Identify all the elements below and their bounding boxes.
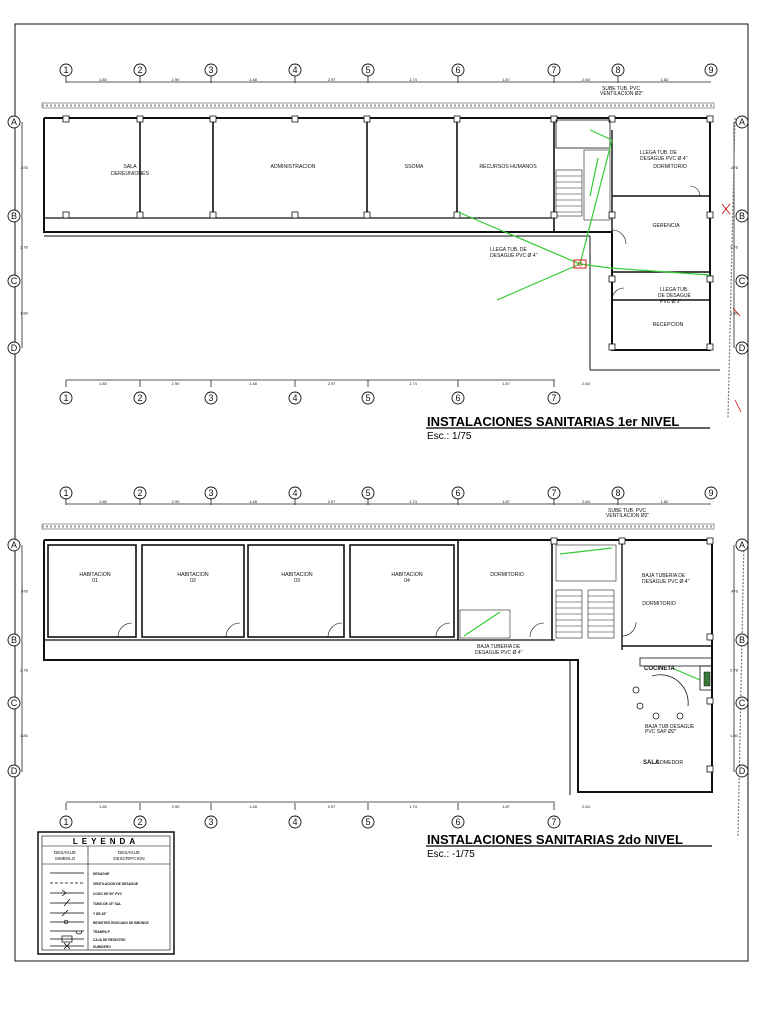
room-label-sala: SALA (643, 760, 660, 766)
note-sube-1: SUBE TUB. PVC (608, 508, 646, 514)
room-label-cocineta: COCINETA (644, 666, 675, 672)
plan1-bottom-grid-label: 3 (208, 393, 214, 403)
plan1-top-grid-label: 1 (63, 65, 69, 75)
plan1-top-grid-label: 3 (208, 65, 214, 75)
plan2-row-dimension: .476 (730, 588, 738, 594)
plan1-top-grid-label: 8 (615, 65, 621, 75)
note-baja-2a: BAJA TUBERIA DE (642, 573, 686, 579)
plan2-top-grid-label: 1 (63, 488, 69, 498)
plan2-top-grid-label: 3 (208, 488, 214, 498)
plan1-row-label: B (738, 211, 746, 221)
note-sube-2: VENTILACION Ø2" (606, 513, 650, 519)
plan-first-floor (22, 82, 741, 418)
plan1-row-label: A (10, 117, 18, 127)
room-label-habitacion-1: HABITACION (79, 572, 111, 578)
legend-col1-a: DESAGUE (53, 850, 77, 855)
legend-row-description: TRAMPA P (93, 930, 110, 934)
plan2-row-label: D (738, 766, 746, 776)
plan2-row-dimension: 1.80 (20, 733, 28, 738)
plan1-top-dimension: 2.97 (327, 77, 336, 82)
plan1-top-dimension: 1.87 (502, 77, 510, 82)
plan2-bottom-dimension: 2.64 (582, 804, 590, 809)
room-label-administracion: ADMINISTRACION (270, 164, 316, 170)
plan2-row-label: A (10, 540, 18, 550)
note-baja-1a: BAJA TUBERIA DE (477, 644, 521, 650)
plan2-top-dimension: 1.48 (249, 499, 257, 504)
room-label-sala: SALA (123, 164, 137, 170)
plan1-title: INSTALACIONES SANITARIAS 1er NIVEL (427, 414, 680, 429)
plan1-row-label: C (10, 276, 18, 286)
plan2-bottom-grid-label: 3 (208, 817, 214, 827)
plan2-top-dimension: 1.82 (660, 499, 669, 504)
room-label-habitacion-2: HABITACION (177, 572, 209, 578)
room-label-ssoma: SSOMA (404, 164, 424, 170)
plan2-top-dimension: 1.74 (409, 499, 417, 504)
room-label-habitacion-1-num: 01 (92, 578, 98, 584)
plan1-top-dimension: 1.80 (99, 77, 107, 82)
plan2-bottom-dimension: 2.97 (327, 804, 336, 809)
plan2-row-dimension: .476 (20, 588, 28, 594)
room-label-comedor: COMEDOR (656, 760, 684, 766)
plan1-bottom-dimension: 2.64 (582, 381, 590, 386)
note-sube-1: SUBE TUB. PVC (602, 86, 640, 92)
legend-col1-b: SIMBOLO (54, 856, 76, 861)
plan1-bottom-dimension: 1.80 (99, 381, 107, 386)
legend-row-description: CAJA DE REGISTRO (93, 938, 126, 942)
plan1-bottom-dimension: 1.87 (502, 381, 510, 386)
plan2-bottom-grid-label: 7 (551, 817, 557, 827)
plan2-top-grid-label: 8 (615, 488, 621, 498)
note-llega-3c: PVC Ø 2" (660, 299, 682, 305)
legend-row-description: DESAGUE (93, 872, 110, 876)
plan2-row-label: B (10, 635, 18, 645)
plan2-bottom-dimension: 2.90 (171, 804, 180, 809)
room-label-habitacion-3-num: 03 (294, 578, 300, 584)
plan1-bottom-grid-label: 1 (63, 393, 69, 403)
room-label-dormitorio: DORMITORIO (653, 164, 687, 170)
plan2-top-dimension: 1.87 (502, 499, 510, 504)
plan2-bottom-dimension: 1.74 (409, 804, 417, 809)
plan1-row-label: C (738, 276, 746, 286)
plan2-top-grid-label: 9 (708, 488, 714, 498)
note-llega-1a: LLEGA TUB. DE (640, 150, 677, 156)
plan2-bottom-grid-label: 4 (292, 817, 298, 827)
plan1-bottom-grid-label: 5 (365, 393, 371, 403)
plan1-top-grid-label: 5 (365, 65, 371, 75)
plan2-row-label: A (738, 540, 746, 550)
note-baja-1b: DESAGUE PVC Ø 4" (475, 650, 523, 656)
plan1-bottom-grid-label: 6 (455, 393, 461, 403)
legend-title: LEYENDA (72, 837, 140, 846)
plan1-top-grid-label: 6 (455, 65, 461, 75)
legend-row-description: SUMIDERO (93, 945, 111, 949)
legend-row-description: CODO DE 90° PVC (93, 892, 122, 896)
legend-col2-a: DESAGUE (117, 850, 141, 855)
note-llega-2b: DESAGUE PVC Ø 4" (490, 253, 538, 259)
legend-col2-b: DESCRIPCION (113, 856, 145, 861)
plan2-top-grid-label: 4 (292, 488, 298, 498)
plan2-bottom-dimension: 1.80 (99, 804, 107, 809)
plan1-top-dimension: 2.90 (171, 77, 180, 82)
room-label-recepcion: RECEPCION (652, 322, 684, 328)
plan2-top-grid-label: 5 (365, 488, 371, 498)
note-baja-3b: PVC SAP Ø2" (645, 729, 677, 735)
note-llega-1b: DESAGUE PVC Ø 4" (640, 156, 688, 162)
plan1-top-dimension: 1.48 (249, 77, 257, 82)
plan1-top-dimension: 1.82 (660, 77, 669, 82)
plan1-row-dimension: .476 (20, 165, 28, 170)
plan2-top-dimension: 2.64 (582, 499, 590, 504)
plan2-row-label: D (10, 766, 18, 776)
legend-row-description: TUBO DE 45° SAL (93, 902, 122, 906)
plan2-bottom-dimension: 1.87 (502, 804, 510, 809)
plan2-bottom-grid-label: 1 (63, 817, 69, 827)
note-llega-3a: LLEGA TUB. (660, 287, 689, 293)
plan1-row-label: D (10, 343, 18, 353)
plan1-bottom-dimension: 1.74 (409, 381, 417, 386)
plan2-row-dimension: 2.76 (730, 667, 738, 673)
plan-second-floor (22, 504, 744, 836)
plan1-top-grid-label: 2 (137, 65, 143, 75)
plan1-row-dimension: .476 (730, 165, 738, 170)
plan2-row-dimension: 1.80 (730, 733, 738, 738)
plan1-row-label: D (738, 343, 746, 353)
plan2-bottom-grid-label: 2 (137, 817, 143, 827)
plan2-scale: Esc.: -1/75 (427, 849, 475, 860)
plan1-top-grid-label: 4 (292, 65, 298, 75)
note-llega-3b: DE DESAGUE (658, 293, 691, 299)
plan1-bottom-dimension: 1.48 (249, 381, 257, 386)
plan1-top-grid-label: 9 (708, 65, 714, 75)
room-label-dormitorio-2: DORMITORIO (642, 601, 676, 607)
room-label-dormitorio-1: DORMITORIO (490, 572, 524, 578)
plan1-bottom-dimension: 2.90 (171, 381, 180, 386)
plan2-top-grid-label: 2 (137, 488, 143, 498)
plan2-row-dimension: 2.76 (20, 667, 28, 673)
plan2-row-label: C (10, 698, 18, 708)
plan2-top-grid-label: 6 (455, 488, 461, 498)
plan1-bottom-dimension: 2.97 (327, 381, 336, 386)
plan2-bottom-dimension: 1.48 (249, 804, 257, 809)
plan2-bottom-grid-label: 6 (455, 817, 461, 827)
plan2-row-label: B (738, 635, 746, 645)
plan1-row-label: A (738, 117, 746, 127)
plan2-row-label: C (738, 698, 746, 708)
note-sube-2: VENTILACION Ø2" (600, 91, 644, 97)
plan1-top-dimension: 2.64 (582, 77, 590, 82)
room-label-sala-2: DEREUNIONES (110, 171, 150, 177)
legend-row-description: REGISTRO ROSCADO DE BRONCE (93, 921, 149, 925)
room-label-habitacion-4-num: 04 (404, 578, 410, 584)
plan1-row-dimension: 2.76 (730, 244, 738, 250)
plan2-bottom-grid-label: 5 (365, 817, 371, 827)
room-label-rrhh: RECURSOS HUMANOS (479, 164, 537, 170)
room-label-gerencia: GERENCIA (652, 223, 680, 229)
plan2-top-dimension: 2.90 (171, 499, 180, 504)
plan1-bottom-grid-label: 2 (137, 393, 143, 403)
note-baja-2b: DESAGUE PVC Ø 4" (642, 579, 690, 585)
note-baja-3a: BAJA TUB DESAGUE (645, 724, 695, 730)
plan1-bottom-grid-label: 7 (551, 393, 557, 403)
plan2-title: INSTALACIONES SANITARIAS 2do NIVEL (427, 832, 683, 847)
plan1-top-dimension: 1.74 (409, 77, 417, 82)
plan1-row-dimension: 1.80 (730, 310, 738, 316)
plan2-top-grid-label: 7 (551, 488, 557, 498)
note-llega-2a: LLEGA TUB. DE (490, 247, 527, 253)
plan1-scale: Esc.: 1/75 (427, 431, 472, 442)
plan1-row-dimension: 2.76 (20, 244, 28, 250)
plan1-row-label: B (10, 211, 18, 221)
legend-row-description: VENTILACION DE DESAGUE (93, 882, 139, 886)
room-label-habitacion-2-num: 02 (190, 578, 196, 584)
plan1-row-dimension: 1.80 (20, 310, 28, 316)
room-label-habitacion-3: HABITACION (281, 572, 313, 578)
plan1-top-grid-label: 7 (551, 65, 557, 75)
plan2-top-dimension: 1.80 (99, 499, 107, 504)
plan2-top-dimension: 2.97 (327, 499, 336, 504)
legend-row-description: Y DE 45° (93, 912, 107, 916)
room-label-habitacion-4: HABITACION (391, 572, 423, 578)
plan1-bottom-grid-label: 4 (292, 393, 298, 403)
